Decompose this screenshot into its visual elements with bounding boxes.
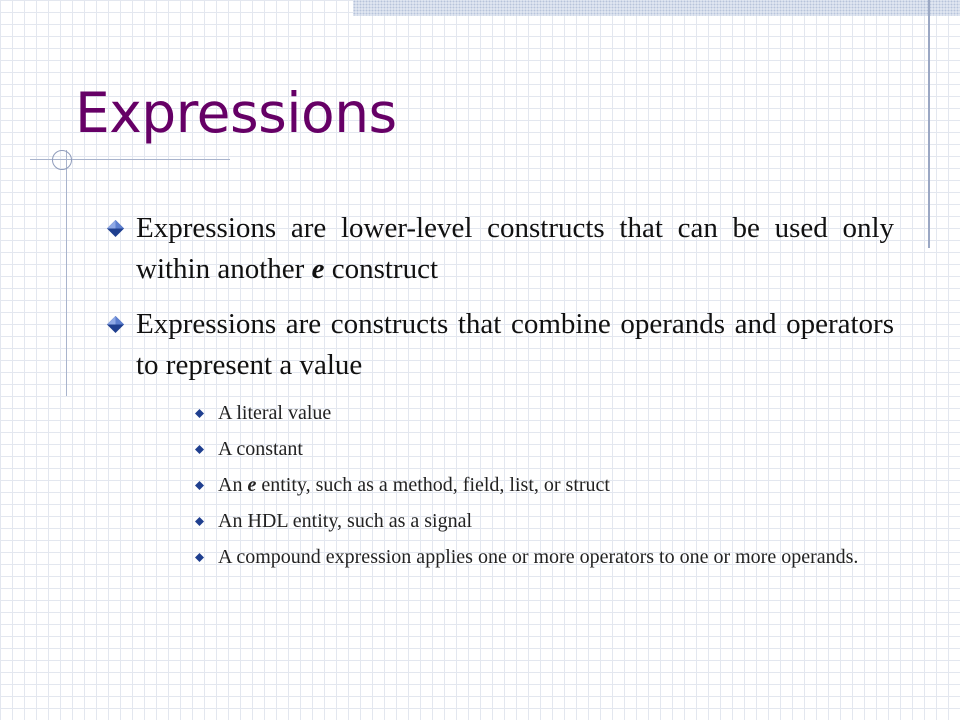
bullet-item (104, 304, 894, 386)
sub-bullet-item (194, 544, 894, 570)
sub-bullet-text: A constant (218, 438, 303, 460)
bullet-text: Expressions are constructs that combine operands and operators to represent a value (136, 308, 894, 381)
sub-bullet-item (194, 400, 894, 426)
sub-bullet-list (194, 400, 894, 580)
bullet-text: Expressions are lower-level constructs that can be used only within another (136, 212, 894, 285)
small-diamond-bullet-icon (195, 553, 204, 562)
blue-diamond-bullet-icon (106, 219, 125, 238)
decorative-circle (52, 150, 72, 170)
sub-bullet-text: A literal value (218, 402, 332, 424)
decorative-dotted-band (353, 0, 960, 16)
decorative-vertical-line-right (928, 0, 930, 248)
emphasis-e: e (311, 253, 325, 285)
sub-bullet-text: An HDL entity, such as a signal (218, 510, 473, 532)
bullet-item (104, 208, 894, 290)
decorative-vertical-line-left (66, 150, 67, 396)
small-diamond-bullet-icon (195, 409, 204, 418)
small-diamond-bullet-icon (195, 517, 204, 526)
sub-bullet-text: A compound expression applies one or more operators to one or more operands. (218, 546, 859, 568)
sub-bullet-item (194, 472, 894, 498)
sub-bullet-text: An (218, 474, 248, 496)
small-diamond-bullet-icon (195, 445, 204, 454)
small-diamond-bullet-icon (195, 481, 204, 490)
bullet-list (104, 208, 894, 400)
emphasis-e: e (247, 474, 257, 496)
sub-bullet-item (194, 436, 894, 462)
sub-bullet-text-after: entity, such as a method, field, list, or struct (256, 474, 610, 496)
sub-bullet-item (194, 508, 894, 534)
blue-diamond-bullet-icon (106, 315, 125, 334)
slide-title: Expressions (75, 81, 397, 145)
bullet-text-after: construct (324, 253, 439, 285)
